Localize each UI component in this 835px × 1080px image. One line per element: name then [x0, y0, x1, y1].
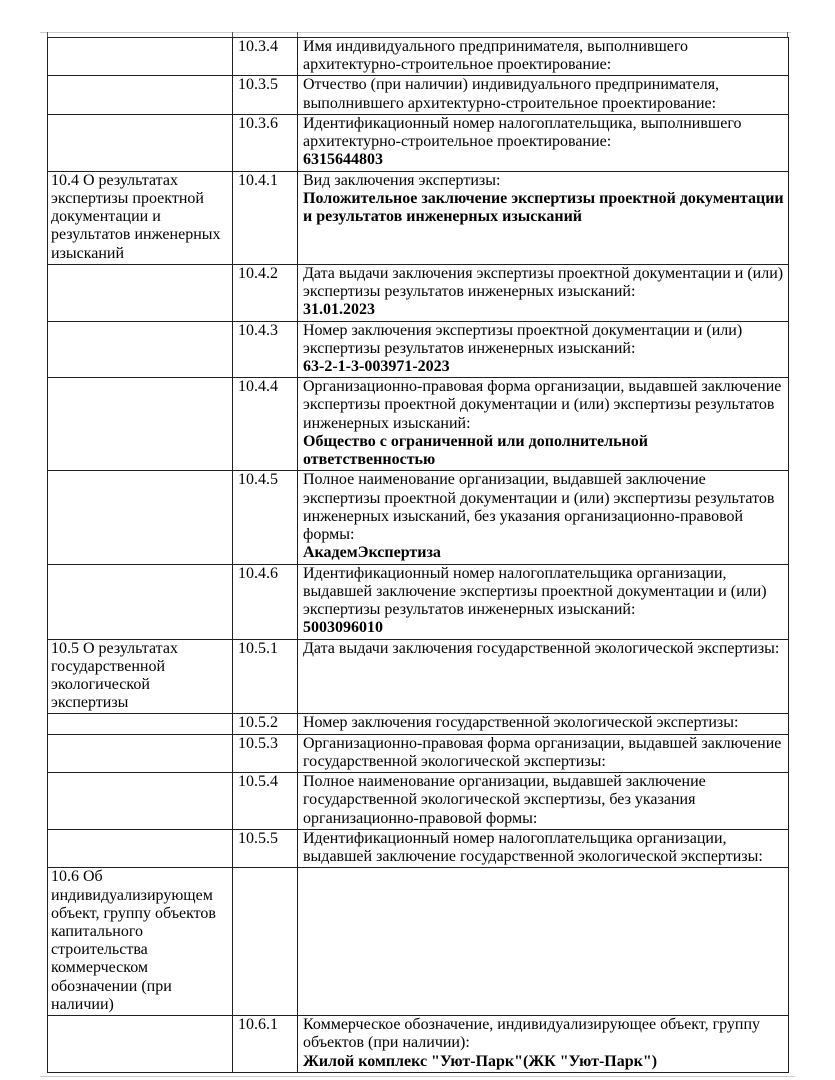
page-top-cut-line	[40, 32, 791, 33]
section-cell	[48, 321, 233, 378]
item-number-cell	[233, 868, 298, 1016]
field-label: Идентификационный номер налогоплательщика организации, выдавшей заключение государственной экологической экспертизы:	[303, 829, 763, 866]
table-row	[48, 321, 789, 378]
table-row	[48, 471, 789, 564]
item-number-cell	[233, 171, 298, 264]
table-row	[48, 264, 789, 321]
description-cell	[298, 114, 789, 171]
field-label: Дата выдачи заключения государственной экологической экспертизы:	[303, 639, 780, 657]
table-row	[48, 734, 789, 772]
description-cell	[298, 321, 789, 378]
table-row	[48, 38, 789, 76]
field-label: Номер заключения государственной экологической экспертизы:	[303, 714, 739, 732]
field-label: Вид заключения экспертизы:	[303, 171, 501, 189]
field-label: Полное наименование организации, выдавшей заключение экспертизы проектной документации и (или) экспертизы результатов инженерных изысканий, без указания организационно-правовой формы:	[303, 471, 775, 544]
description-cell	[298, 38, 789, 76]
section-cell	[48, 114, 233, 171]
section-cell	[48, 829, 233, 867]
item-number-cell	[233, 829, 298, 867]
table-row	[48, 868, 789, 1016]
section-cell	[48, 773, 233, 830]
field-label: Организационно-правовая форма организации, выдавшей заключение государственной экологической экспертизы:	[303, 734, 782, 770]
field-label: Дата выдачи заключения экспертизы проектной документации и (или) экспертизы результатов инженерных изысканий:	[303, 264, 784, 301]
item-number: 10.4.3	[238, 321, 278, 339]
description-cell	[298, 171, 789, 264]
description-cell	[298, 734, 789, 772]
section-title: 10.5 О результатах государственной экологической экспертизы	[51, 639, 178, 712]
section-cell	[48, 564, 233, 639]
field-value: 6315644803	[303, 151, 383, 169]
field-label: Отчество (при наличии) индивидуального предпринимателя, выполнившего архитектурно-строительное проектирование:	[303, 76, 720, 112]
table-row	[48, 171, 789, 264]
item-number-cell	[233, 76, 298, 114]
table-row	[48, 114, 789, 171]
field-value: 5003096010	[303, 619, 383, 637]
item-number-cell	[233, 564, 298, 639]
item-number: 10.3.6	[238, 114, 278, 132]
description-cell	[298, 76, 789, 114]
field-label: Полное наименование организации, выдавшей заключение государственной экологической экспертизы, без указания организационно-правовой формы:	[303, 773, 706, 827]
description-cell	[298, 264, 789, 321]
item-number: 10.4.4	[238, 378, 278, 396]
declaration-table-wrap	[47, 37, 788, 1077]
item-number: 10.3.4	[238, 38, 278, 55]
item-number-cell	[233, 38, 298, 76]
description-cell	[298, 378, 789, 471]
section-cell	[48, 868, 233, 1016]
item-number: 10.4.1	[238, 171, 278, 189]
table-body	[48, 38, 789, 1073]
description-cell	[298, 714, 789, 734]
section-cell	[48, 1016, 233, 1073]
table-row	[48, 1016, 789, 1073]
section-title: 10.4 О результатах экспертизы проектной документации и результатов инженерных изысканий	[51, 171, 221, 262]
item-number-cell	[233, 1016, 298, 1073]
description-cell	[298, 829, 789, 867]
description-cell	[298, 471, 789, 564]
field-value: АкадемЭкспертиза	[303, 544, 441, 562]
table-row	[48, 773, 789, 830]
section-cell	[48, 471, 233, 564]
section-cell	[48, 639, 233, 714]
section-cell	[48, 38, 233, 76]
description-cell	[298, 564, 789, 639]
table-row	[48, 378, 789, 471]
section-cell	[48, 714, 233, 734]
item-number: 10.5.3	[238, 734, 278, 752]
table-bottom-shadow	[40, 1076, 795, 1077]
section-cell	[48, 264, 233, 321]
field-label: Имя индивидуального предпринимателя, выполнившего архитектурно-строительное проектирование:	[303, 38, 689, 74]
item-number-cell	[233, 264, 298, 321]
item-number: 10.4.2	[238, 264, 278, 282]
item-number: 10.4.5	[238, 471, 278, 489]
item-number: 10.5.5	[238, 829, 278, 847]
field-label: Идентификационный номер налогоплательщика, выполнившего архитектурно-строительное проектирование:	[303, 114, 742, 151]
description-cell	[298, 868, 789, 1016]
field-value: 31.01.2023	[303, 301, 375, 319]
item-number-cell	[233, 734, 298, 772]
field-label: Идентификационный номер налогоплательщика организации, выдавшей заключение экспертизы проектной документации и (или) экспертизы результатов инженерных изысканий:	[303, 564, 767, 619]
section-cell	[48, 378, 233, 471]
table-row	[48, 639, 789, 714]
item-number-cell	[233, 378, 298, 471]
item-number: 10.3.5	[238, 76, 278, 94]
declaration-table	[47, 37, 789, 1073]
item-number-cell	[233, 714, 298, 734]
description-cell	[298, 773, 789, 830]
item-number: 10.5.2	[238, 714, 278, 732]
field-label: Организационно-правовая форма организации, выдавшей заключение экспертизы проектной документации и (или) экспертизы результатов инженерных изысканий:	[303, 378, 782, 432]
section-cell	[48, 76, 233, 114]
table-row	[48, 714, 789, 734]
field-label: Номер заключения экспертизы проектной документации и (или) экспертизы результатов инженерных изысканий:	[303, 321, 743, 357]
item-number-cell	[233, 639, 298, 714]
field-value: Жилой комплекс "Уют-Парк"(ЖК "Уют-Парк")	[303, 1052, 658, 1070]
item-number-cell	[233, 114, 298, 171]
description-cell	[298, 1016, 789, 1073]
item-number: 10.6.1	[238, 1016, 278, 1034]
item-number: 10.5.1	[238, 639, 278, 657]
item-number-cell	[233, 321, 298, 378]
field-value: Общество с ограниченной или дополнительной ответственностью	[303, 432, 648, 469]
description-cell	[298, 639, 789, 714]
field-label: Коммерческое обозначение, индивидуализирующее объект, группу объектов (при наличии):	[303, 1016, 761, 1052]
section-title: 10.6 Об индивидуализирующем объект, группу объектов капитального строительства коммерческом обозначении (при наличии)	[51, 868, 216, 1013]
item-number: 10.4.6	[238, 564, 278, 582]
field-value: Положительное заключение экспертизы проектной документации и результатов инженерных изысканий	[303, 189, 784, 226]
item-number-cell	[233, 773, 298, 830]
section-cell	[48, 171, 233, 264]
item-number: 10.5.4	[238, 773, 278, 791]
section-cell	[48, 734, 233, 772]
table-row	[48, 564, 789, 639]
table-row	[48, 829, 789, 867]
item-number-cell	[233, 471, 298, 564]
table-row	[48, 76, 789, 114]
field-value: 63-2-1-3-003971-2023	[303, 357, 450, 375]
